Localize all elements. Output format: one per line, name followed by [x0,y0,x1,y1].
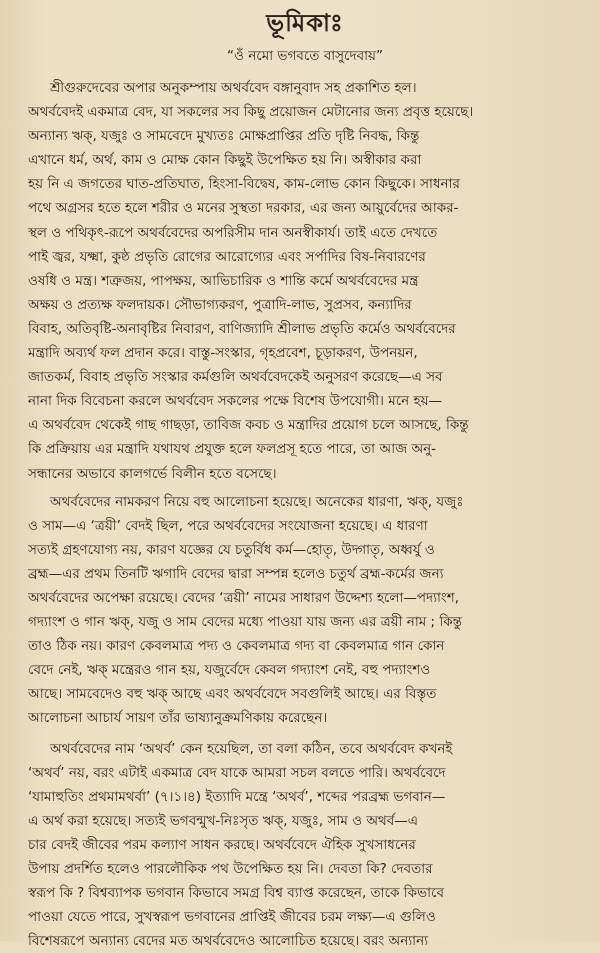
text-line: সত্যই গ্রহণযোগ্য নয়, কারণ যজ্ঞের যে চতুর্বিধ কর্ম—হোতৃ, উদ্গাতৃ, অধ্বর্যু ও [28,541,435,558]
text-line: ব্রহ্ম—এর প্রথম তিনটি ঋগাদি বেদের দ্বারা সম্পন্ন হলেও চতুর্থ ব্রহ্ম-কর্মের জন্য [28,565,444,582]
text-line: ওষধি ও মন্ত্র। শত্রুজয়, পাপক্ষয়, আভিচারিক ও শান্তি কর্মে অথর্ববেদের মন্ত্র [28,272,419,289]
text-line: মন্ত্রাদি অব্যর্থ ফল প্রদান করে। বাস্তু-সংস্কার, গৃহপ্রবেশ, চূড়াকরণ, উপনয়ন, [28,345,418,362]
text-line: পথে অগ্রসর হতে হলে শরীর ও মনের সুস্থতা দরকার, এর জন্য আয়ুর্বেদের আকর- [28,200,459,217]
text-line: পাই জ্বর, যক্ষ্মা, কুষ্ঠ প্রভৃতি রোগের আরোগ্যের এবং সর্পাদির বিষ-নিবারণের [28,248,426,265]
paragraph-3 [28,737,582,953]
text-line: শ্রীগুরুদেবের অপার অনুকম্পায় অথর্ববেদ বঙ্গানুবাদ সহ প্রকাশিত হল। [50,80,417,96]
text-line: বেদে নেই, ঋক্ মন্ত্রেরও গান হয়, যজুর্বেদে কেবল গদ্যাংশ নেই, বহু পদ্যাংশও [28,662,431,679]
text-line: স্বরূপ কি ? বিশ্বব্যাপক ভগবান কিভাবে সমগ্র বিশ্ব ব্যাপ্ত করেছেন, তাকে কিভাবে [28,885,444,902]
text-line: এ অর্থ করা হয়েছে। সত্যই ভগবন্মুখ-নিঃসৃত ঋক্, যজুঃ, সাম ও অথর্ব—এ [28,812,419,829]
text-line: অক্ষয় ও প্রত্যক্ষ ফলদায়ক। সৌভাগ্যকরণ, পুত্রাদি-লাভ, সুপ্রসব, কন্যাদির [28,296,412,313]
page-title: ভূমিকাঃ [266,9,344,37]
invocation-line: “ওঁ নমো ভগবতে বাসুদেবায়” [227,48,383,64]
text-line: সন্ধানের অভাবে কালগর্ভে বিলীন হতে বসেছে। [28,465,277,482]
text-line: গদ্যাংশ ও গান ঋক্, যজু ও সাম বেদের মধ্যে পাওয়া যায় জন্য এর ত্রয়ী নাম ; কিন্তু [28,614,462,631]
text-line: অন্যান্য ঋক্, যজুঃ ও সামবেদে মুখ্যতঃ মোক্ষপ্রাপ্তির প্রতি দৃষ্টি নিবদ্ধ, কিন্তু [28,128,420,145]
text-line: চার বেদই জীবের পরম কল্যাণ সাধন করছে। অথর্ববেদে ঐহিক সুখসাধনের [28,836,416,853]
text-line: এখানে ধর্ম, অর্থ, কাম ও মোক্ষ কোন কিছুই উপেক্ষিত হয় নি। অস্বীকার করা [28,152,422,169]
text-line: আলোচনা আচার্য সায়ণ তাঁর ভাষ্যানুক্রমণিকায় করেছেন। [28,710,328,727]
text-line: জাতকর্ম, বিবাহ প্রভৃতি সংস্কার কর্মগুলি অথর্ববেদকেই অনুসরণ করেছে—এ সব [28,369,443,386]
text-line: বিশেষরূপে অন্যান্য বেদের মত অথর্ববেদেও আলোচিত হয়েছে। বরং অন্যান্য [28,933,429,950]
text-line: ও সাম—এ ‘ত্রয়ী’ বেদই ছিল, পরে অথর্ববেদের সংযোজনা হয়েছে। এ ধারণা [28,517,428,534]
text-line: নানা দিক বিবেচনা করলে অথর্ববেদ সকলের পক্ষে বিশেষ উপযোগী। মনে হয়— [28,393,443,410]
text-line: ‘যামাহুতিং প্রথমামথর্বা’ (৭।১।৪) ইত্যাদি মন্ত্রে ‘অথর্ব’, শব্দের পরব্রহ্ম ভগবান— [28,788,446,805]
paragraph-2 [28,490,582,731]
paragraph-1 [28,76,582,486]
text-line: স্থল ও পথিকৃৎ-রূপে অথর্ববেদের অপরিসীম দান অনস্বীকার্য। তাই এতে দেখতে [28,224,438,241]
text-line: হয় নি এ জগতের ঘাত-প্রতিঘাত, হিংসা-বিদ্বেষ, কাম-লোভ কোন কিছুকে। সাধনার [28,176,460,193]
text-line: অথর্ববেদের অপেক্ষা রয়েছে। বেদের ‘ত্রয়ী’ নামের সাধারণ উদ্দেশ্য হলো—পদ্যাংশ, [28,589,459,606]
text-line: বিবাহ, অতিবৃষ্টি-অনাবৃষ্টির নিবারণ, বাণিজ্যাদি শ্রীলাভ প্রভৃতি কর্মেও অথর্ববেদের [28,320,456,337]
text-line: উপায় প্রদর্শিত হলেও পারলৌকিক পথ উপেক্ষিত হয় নি। দেবতা কি? দেবতার [28,861,433,877]
text-line: এ অথর্ববেদ থেকেই গাছ গাছড়া, তাবিজ কবচ ও মন্ত্রাদির প্রয়োগ চলে আসছে, কিন্তু [28,417,469,434]
text-line: অথর্ববেদই একমাত্র বেদ, যা সকলের সব কিছু প্রয়োজন মেটানোর জন্য প্রবৃত্ত হয়েছে। [28,104,474,121]
text-line: অথর্ববেদের নামকরণ নিয়ে বহু আলোচনা হয়েছে। অনেকের ধারণা, ঋক্, যজুঃ [50,493,464,510]
text-line: পাওয়া যেতে পারে, সুখস্বরূপ ভগবানের প্রাপ্তিই জীবের চরম লক্ষ্য—এ গুলিও [28,909,436,926]
text-line: অথর্ববেদের নাম ‘অথর্ব’ কেন হয়েছিল, তা বলা কঠিন, তবে অথর্ববেদ কখনই [50,740,453,757]
text-line: তাও ঠিক নয়। কারণ কেবলমাত্র পদ্য ও কেবলমাত্র গদ্য বা কেবলমাত্র গান কোন [28,638,445,655]
text-line: ‘অথর্ব’ নয়, বরং এটাই একমাত্র বেদ যাকে আমরা সচল বলতে পারি। অথর্ববেদে [28,764,446,781]
text-line: আছে। সামবেদেও বহু ঋক্ আছে এবং অথর্ববেদে সবগুলিই আছে। এর বিস্তৃত [28,686,437,703]
text-line: কি প্রক্রিয়ায় এর মন্ত্রাদি যথাযথ প্রযুক্ত হলে ফলপ্রসূ হতে পারে, তা আজ অনু- [28,441,437,458]
